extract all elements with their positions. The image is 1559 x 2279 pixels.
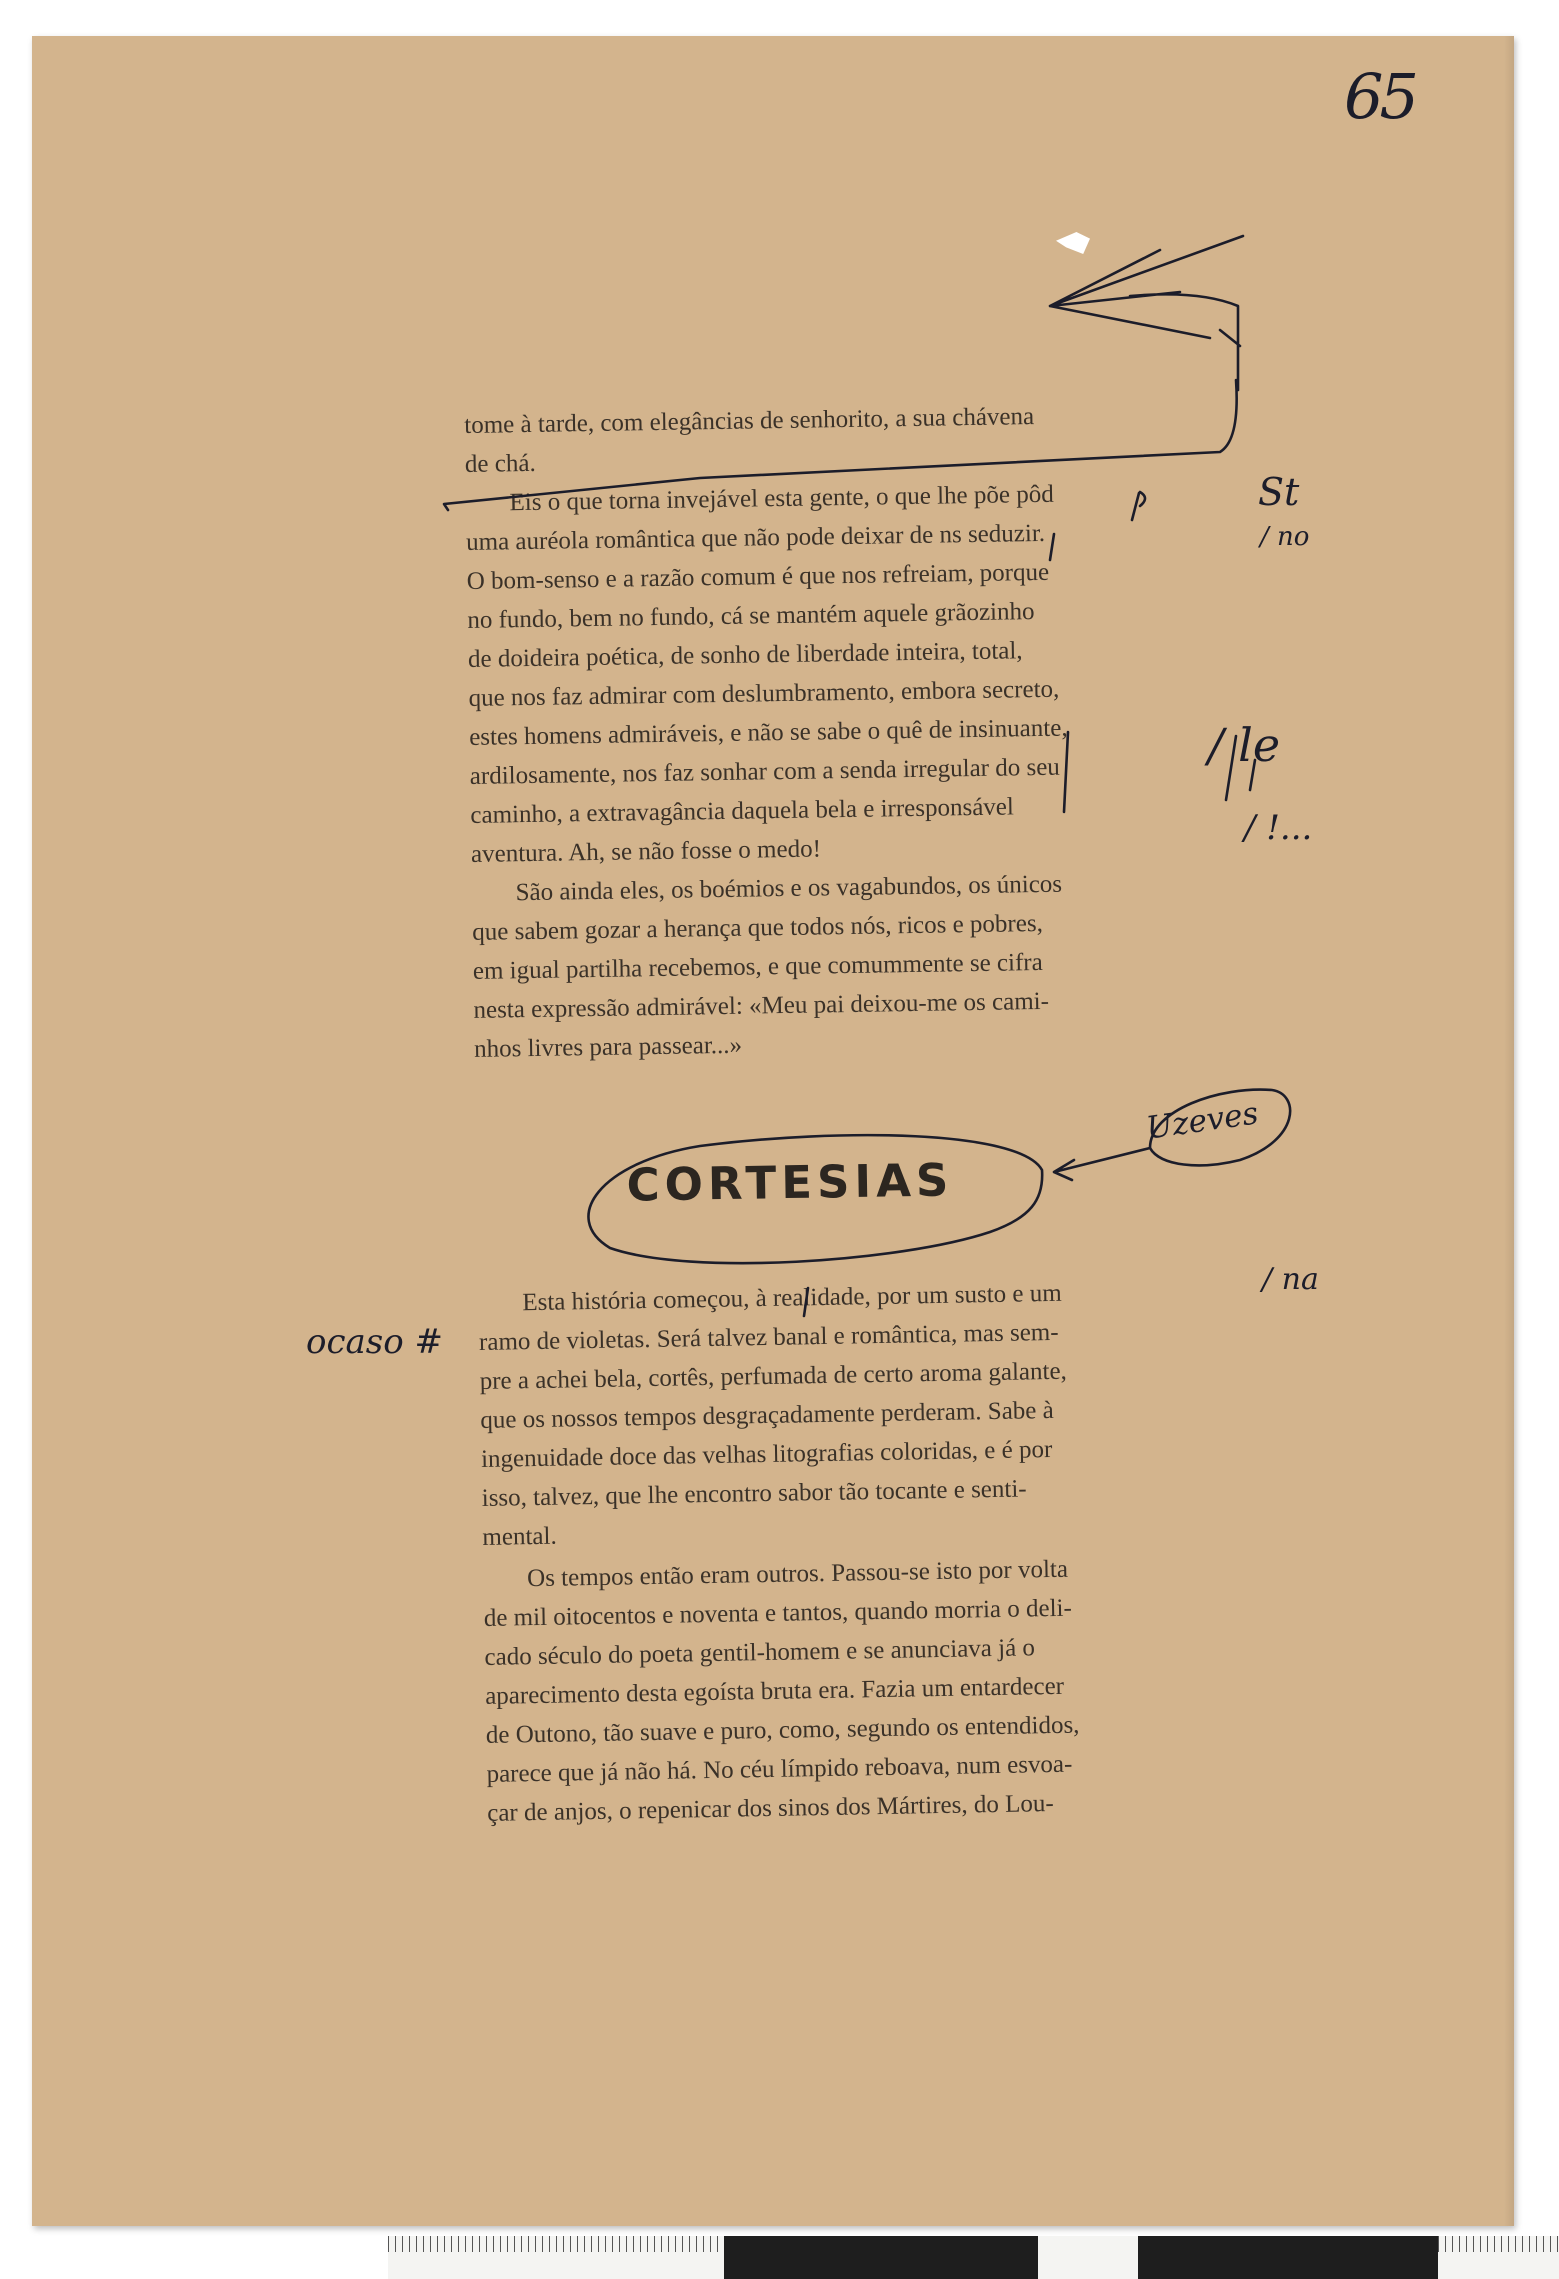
margin-note-no: / no [1260,522,1310,552]
scale-ruler [388,2236,1559,2279]
margin-note-le: / le [1208,718,1281,772]
margin-note-uzeves: Uzeves [1144,1095,1261,1147]
text-line: que sabem gozar a herança que todos nós, ricos e pobres, [472,909,1044,946]
margin-note-na: / na [1262,1262,1319,1297]
text-line: de doideira poética, de sonho de liberdade inteira, total, [467,637,1023,673]
text-line: aventura. Ah, se não fosse o medo! [470,835,822,868]
text-line: Os tempos então eram outros. Passou-se isto por volta [526,1555,1069,1593]
text-line: Eis o que torna invejável esta gente, o que lhe põe pôd [509,480,1054,517]
caret-mark [1064,732,1068,812]
text-line: de chá. [464,449,536,478]
insertion-arrow-mark [1050,236,1243,390]
text-line: nhos livres para passear...» [473,1031,743,1063]
page-number: 65 [1344,60,1415,133]
insertion-bracket-line [444,380,1237,510]
text-line: Esta história começou, à realidade, por um susto e um [522,1279,1062,1317]
text-line: tome à tarde, com elegâncias de senhorito, a sua chávena [464,403,1035,439]
text-line: ingenuidade doce das velhas litografias coloridas, e é por [480,1436,1053,1473]
text-line: estes homens admiráveis, e não se sabe o quê de insinuante, [468,714,1068,751]
text-line: nesta expressão admirável: «Meu pai deixou-me os cami- [473,987,1050,1024]
margin-note-st: St [1258,470,1300,514]
text-line: aparecimento desta egoísta bruta era. Fazia um entardecer [484,1672,1065,1710]
text-line: pre a achei bela, cortês, perfumada de certo aroma galante, [479,1357,1068,1395]
caret-mark [1050,534,1054,560]
text-line: mental. [482,1522,557,1551]
text-line: cado século do poeta gentil-homem e se anunciava já o [484,1634,1036,1671]
text-line: São ainda eles, os boémios e os vagabundos, os únicos [515,870,1063,907]
text-line: ramo de violetas. Será talvez banal e romântica, mas sem- [478,1318,1059,1356]
heading-oval [588,1135,1042,1263]
text-line: ardilosamente, nos faz sonhar com a senda irregular do seu [469,753,1061,790]
section-heading: CORTESIAS [626,1153,954,1212]
text-line: çar de anjos, o repenicar dos sinos dos Mártires, do Lou- [487,1790,1054,1827]
text-line: de mil oitocentos e noventa e tantos, quando morria o deli- [483,1594,1073,1632]
ruler-ticks [388,2236,728,2252]
caret-mark [804,1288,808,1316]
margin-note-exclamation: / !... [1244,808,1313,848]
deletion-mark [1132,492,1145,520]
text-line: caminho, a extravagância daquela bela e irresponsável [470,793,1015,829]
margin-note-ocaso: ocaso # [306,1322,443,1362]
text-line: que os nossos tempos desgraçadamente perderam. Sabe à [480,1396,1054,1434]
color-bar [1138,2236,1438,2279]
ruler-ticks [1438,2236,1559,2252]
text-line: uma auréola romântica que não pode deixar de ns seduzir. [465,519,1046,556]
text-line: isso, talvez, que lhe encontro sabor tão tocante e senti- [481,1475,1027,1512]
text-line: no fundo, bem no fundo, cá se mantém aquele grãozinho [467,598,1035,634]
text-line: em igual partilha recebemos, e que comummente se cifra [472,948,1043,985]
text-line: parece que já não há. No céu límpido reboava, num esvoa- [486,1750,1073,1788]
text-line: que nos faz admirar com deslumbramento, embora secreto, [468,675,1060,712]
color-bar [724,2236,1038,2279]
text-line: O bom-senso e a razão comum é que nos refreiam, porque [466,558,1050,595]
note-arrow [1054,1148,1150,1180]
text-line: de Outono, tão suave e puro, como, segundo os entendidos, [485,1711,1080,1749]
